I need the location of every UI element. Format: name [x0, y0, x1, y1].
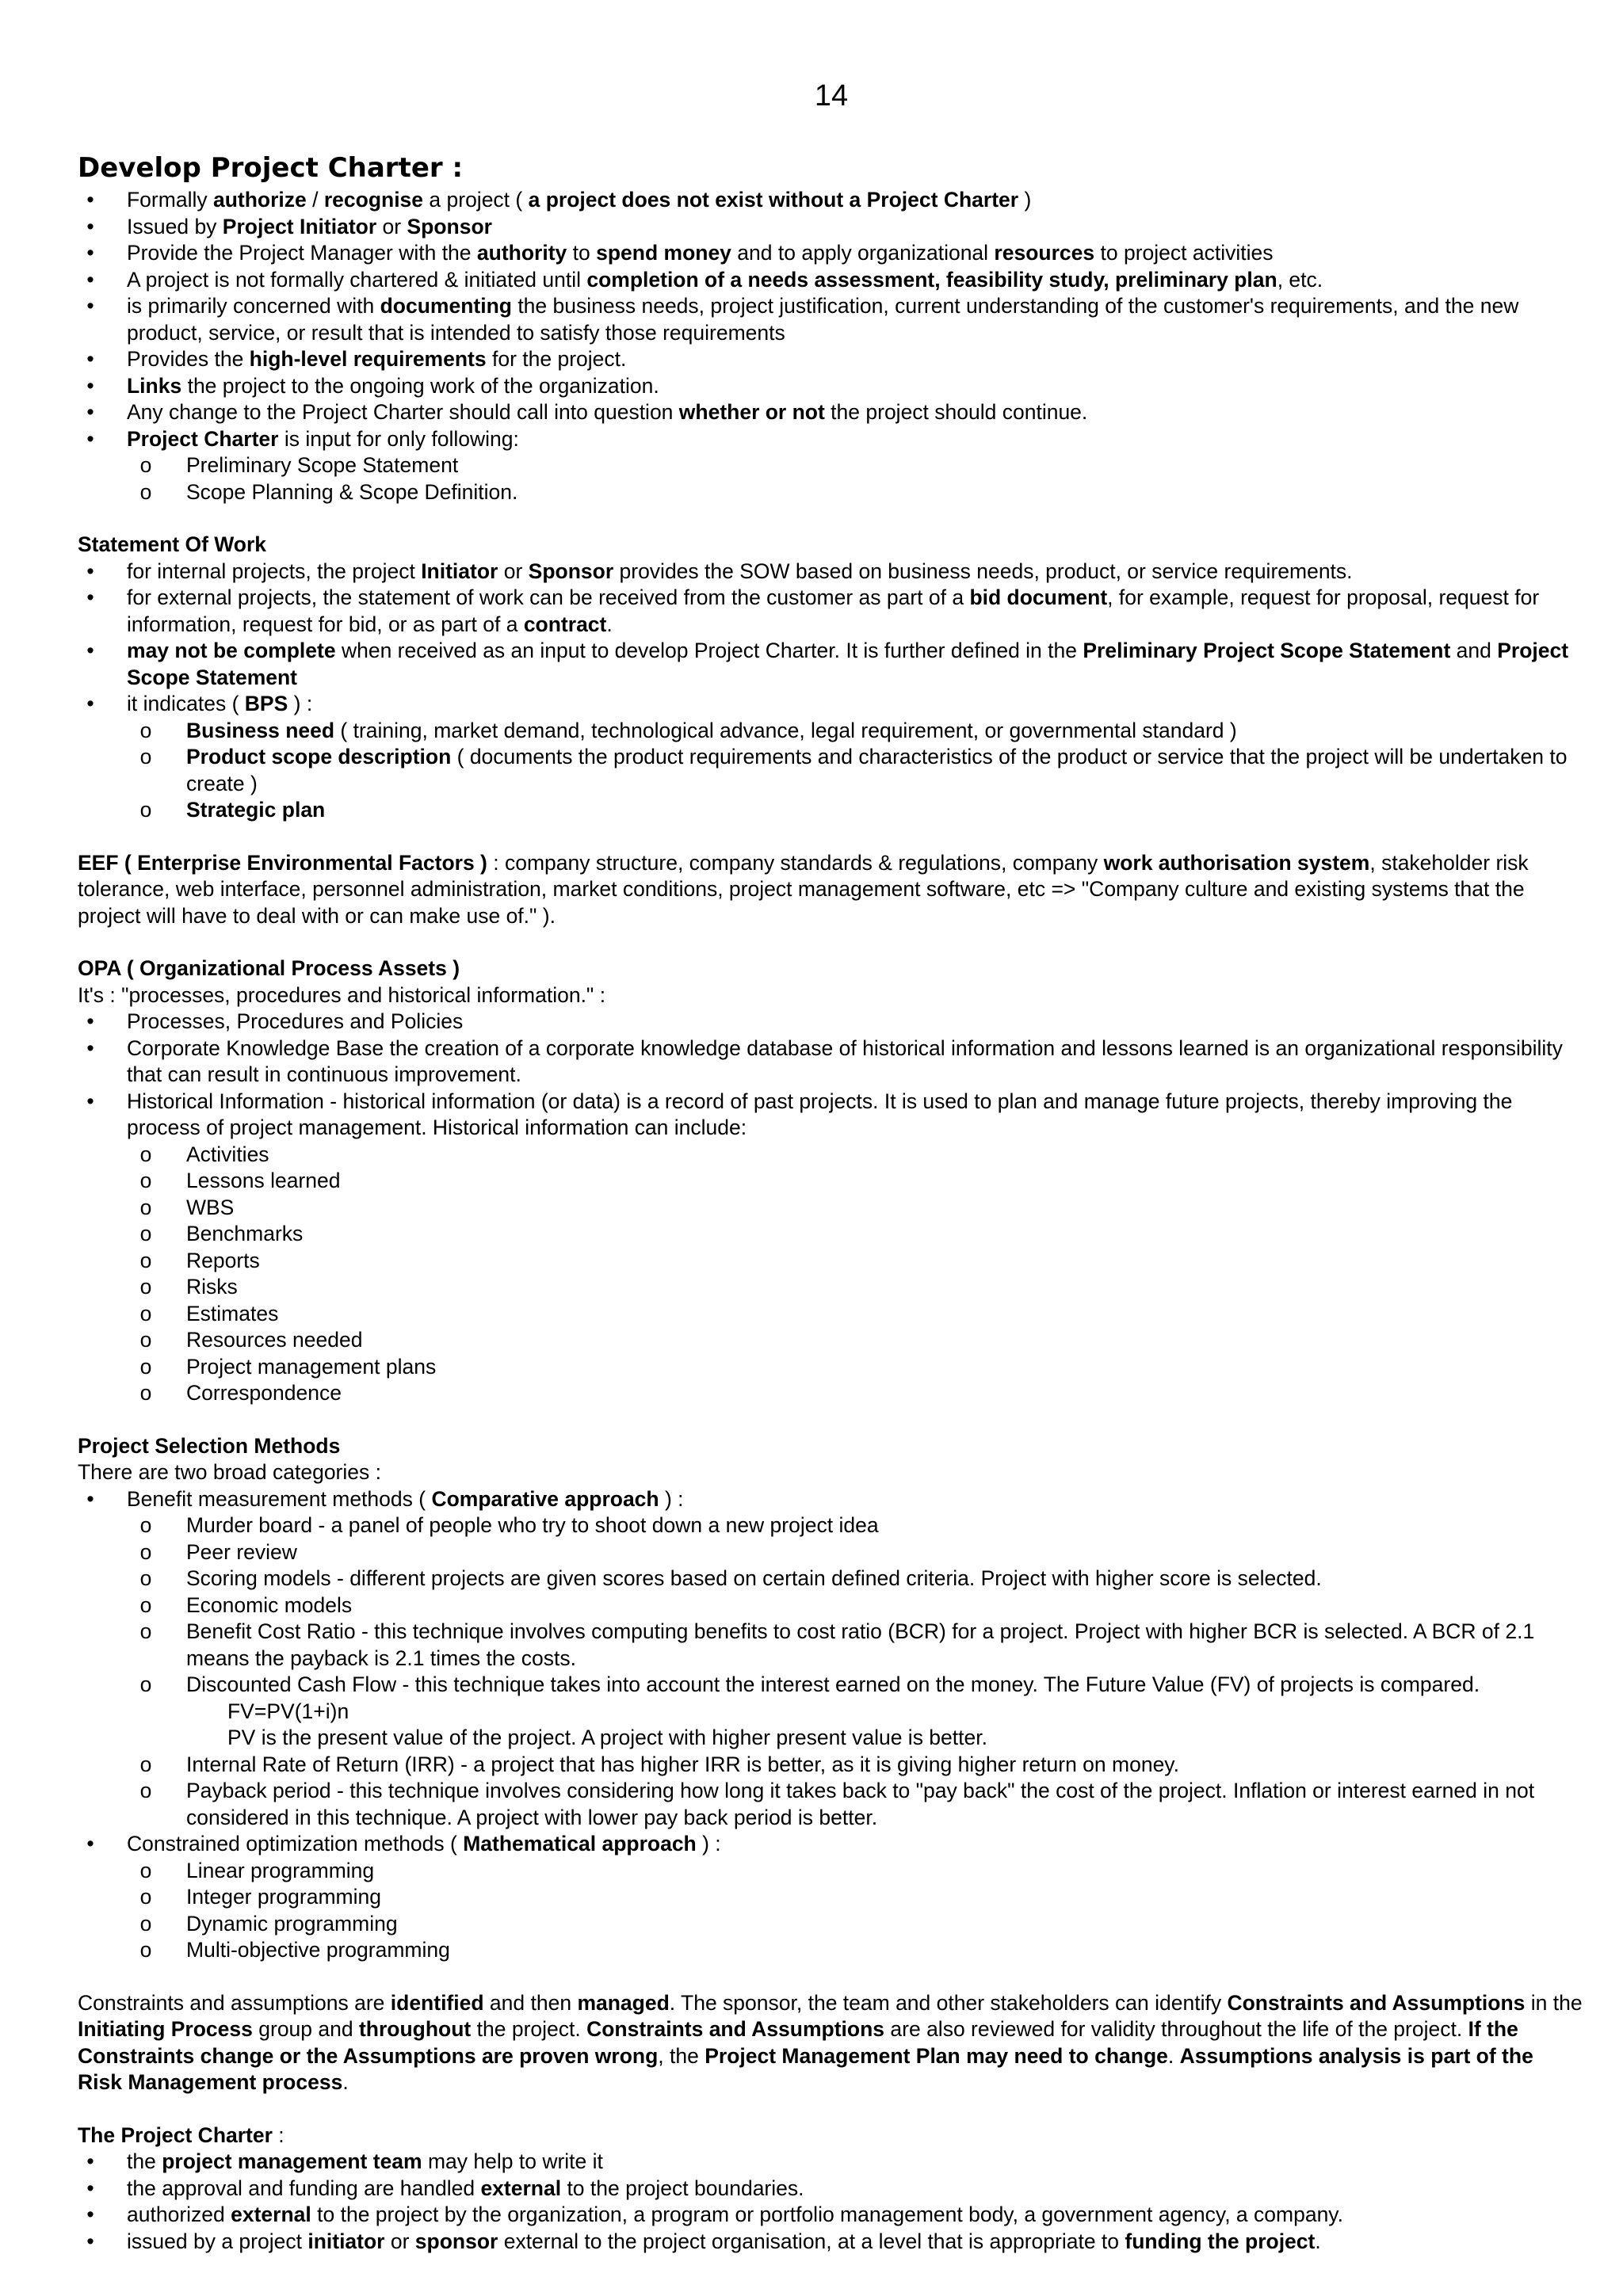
section-title-opa: OPA ( Organizational Process Assets ) [78, 956, 460, 980]
bullet-marker: • [86, 373, 94, 398]
sub-bullet-text: Payback period - this technique involves considering how long it takes back to "pay back" the cost of the project. Inflation or interest earned in not considered in this technique. A project with lower pay back period is better. [186, 1779, 1535, 1829]
charter-bullet [78, 346, 1583, 373]
bold-text-run: If the Constraints change or the Assumptions are proven wrong [78, 2017, 1518, 2068]
sub-bullet-text: Scoring models - different projects are given scores based on certain defined criteria. Project with higher score is selected. [186, 1566, 1322, 1590]
text-run: Benefit measurement methods ( [127, 1486, 432, 1511]
bullet-marker: • [86, 1832, 94, 1855]
bullet-marker: • [86, 214, 94, 238]
bold-text-run: Business need [186, 718, 335, 742]
bold-text-run: sponsor [414, 2229, 498, 2253]
text-run: Provide the Project Manager with the [127, 241, 477, 265]
bold-text-run: Links [127, 373, 182, 398]
sub-bullet [78, 1858, 1583, 1885]
text-run: group and [252, 2017, 359, 2041]
bold-text-run: authorize [212, 188, 307, 212]
charter-bullet [78, 373, 1583, 400]
sub-bullet [78, 1142, 1583, 1169]
page-number: 14 [814, 79, 849, 113]
bullet-marker: • [86, 294, 94, 318]
the-charter-title: The Project Charter [78, 2122, 273, 2147]
sub-bullet-text: WBS [186, 1195, 235, 1219]
charter-bullet [78, 240, 1583, 267]
bold-text-run: initiator [307, 2229, 385, 2253]
bold-text-run: Project Scope Statement [127, 639, 1569, 689]
sub-bullet-text: Reports [186, 1248, 260, 1272]
sub-bullet-text: Discounted Cash Flow - this technique takes into account the interest earned on the money. The Future Value (FV) of projects is compared. [186, 1672, 1480, 1696]
sub-bullet-text: Risks [186, 1275, 238, 1299]
sub-bullet-marker: o [139, 1938, 152, 1962]
section-selection-methods [78, 1433, 1583, 1964]
bullet-text [127, 374, 659, 398]
bullet-text [127, 294, 1518, 345]
sub-bullet-marker: o [139, 1619, 152, 1643]
bold-text-run: completion of a needs assessment, feasibility study, preliminary plan [586, 267, 1277, 292]
text-run: are also reviewed for validity throughout the life of the project. [884, 2017, 1468, 2041]
historical-info-list [127, 1142, 1583, 1407]
bold-text-run: identified [390, 1990, 484, 2015]
sub-bullet [78, 1195, 1583, 1222]
opa-bullet [78, 1035, 1583, 1089]
bullet-text [127, 1487, 684, 1511]
sub-bullet-text: Activities [186, 1142, 269, 1166]
the-charter-bullet [78, 2229, 1583, 2256]
sub-bullet [78, 1168, 1583, 1195]
bullet-text [127, 1832, 721, 1855]
sub-bullet-marker: o [139, 1752, 152, 1776]
sow-bullet [78, 638, 1583, 691]
sub-bullet-text: Linear programming [186, 1858, 375, 1882]
constraints-paragraph [78, 1990, 1583, 2096]
sub-bullet-marker: o [139, 1301, 152, 1325]
text-run: it indicates ( [127, 692, 245, 715]
text-run: , etc. [1277, 267, 1323, 292]
sub-bullet-marker: o [139, 1513, 152, 1537]
text-run: ) : [659, 1486, 684, 1511]
bullet-marker: • [86, 2176, 94, 2200]
text-run: . [1315, 2229, 1321, 2253]
bullet-text [127, 268, 1323, 292]
sub-bullet-marker: o [139, 1248, 152, 1272]
sub-bullet-marker: o [139, 745, 152, 769]
bullet-text [127, 215, 492, 238]
bold-text-run: work authorisation system [1103, 850, 1370, 875]
sub-bullet [78, 1752, 1583, 1779]
sub-bullet [78, 1566, 1583, 1592]
bullet-text: Corporate Knowledge Base the creation of a corporate knowledge database of historical information and lessons learned is an organizational responsibility that can result in continuous improvement. [127, 1035, 1563, 1086]
selection-bullet [78, 1486, 1583, 1832]
bold-text-run: Constraints and Assumptions [586, 2017, 885, 2041]
selection-bullet-list [78, 1486, 1583, 1964]
bullet-marker: • [86, 692, 94, 715]
sub-bullet [78, 744, 1583, 797]
text-run: ) : [696, 1832, 721, 1855]
text-run: for external projects, the statement of work can be received from the customer as part of a [127, 585, 970, 609]
charter-input-list [127, 452, 1583, 505]
bold-text-run: Constraints and Assumptions [1227, 1990, 1526, 2015]
bold-text-run: project management team [162, 2149, 422, 2173]
bullet-marker: • [86, 2149, 94, 2173]
text-run: authorized [127, 2203, 231, 2226]
bullet-text [127, 188, 1031, 212]
bps-list [127, 718, 1583, 824]
bold-text-run: Product scope description [186, 745, 452, 769]
text-run: or [498, 559, 529, 583]
charter-bullet [78, 293, 1583, 346]
sub-bullet [78, 718, 1583, 745]
text-run: to the project by the organization, a program or portfolio management body, a government agency, a company. [311, 2203, 1343, 2226]
charter-bullet [78, 214, 1583, 241]
bullet-text [127, 2229, 1321, 2253]
sub-bullet-marker: o [139, 1539, 152, 1564]
bullet-text [127, 639, 1568, 689]
sub-bullet-marker: o [139, 1911, 152, 1936]
sub-bullet-marker: o [139, 1381, 152, 1405]
text-run: . The sponsor, the team and other stakeholders can identify [669, 1990, 1228, 2015]
bold-text-run: external [480, 2176, 562, 2200]
sub-bullet [78, 1512, 1583, 1539]
section-title-sow: Statement Of Work [78, 532, 267, 556]
the-charter-bullet [78, 2176, 1583, 2203]
sub-bullet-marker: o [139, 1592, 152, 1617]
bullet-marker: • [86, 267, 94, 292]
sow-bullet [78, 691, 1583, 824]
sub-bullet [78, 1248, 1583, 1275]
sub-bullet [78, 1380, 1583, 1407]
bold-text-run: bid document [969, 585, 1108, 609]
text-run: , for example, request for proposal, request for information, request for bid, or as part of a [127, 585, 1540, 636]
sub-bullet [78, 1937, 1583, 1964]
text-run: to project activities [1094, 241, 1274, 265]
bold-text-run: Project Management Plan may need to change [705, 2043, 1168, 2068]
bullet-marker: • [86, 1089, 94, 1113]
text-run: Formally [127, 188, 213, 212]
bold-text-run: may not be complete [127, 639, 336, 662]
bullet-text [127, 2203, 1343, 2226]
section-sow [78, 532, 1583, 824]
bullet-marker: • [86, 400, 94, 424]
bullet-marker: • [86, 585, 94, 609]
text-run: and to apply organizational [731, 241, 995, 265]
text-run: . [342, 2070, 349, 2094]
text-run: the project. [471, 2017, 587, 2041]
charter-bullet [78, 267, 1583, 294]
bullet-text [127, 427, 519, 451]
bullet-marker: • [86, 241, 94, 265]
text-run: when received as an input to develop Project Charter. It is further defined in the [335, 639, 1083, 662]
bold-text-run: Initiating Process [78, 2017, 253, 2041]
selection-intro: There are two broad categories : [78, 1460, 381, 1484]
text-run: provides the SOW based on business needs, product, or service requirements. [613, 559, 1353, 583]
sub-bullet-marker: o [139, 1858, 152, 1882]
sow-bullet [78, 585, 1583, 638]
sub-bullet [78, 1884, 1583, 1911]
section-constraints [78, 1990, 1583, 2096]
text-run: / [306, 188, 324, 212]
sub-bullet [78, 797, 1583, 824]
text-run: in the [1525, 1990, 1583, 2015]
bold-text-run: documenting [380, 294, 512, 318]
sub-bullet-text: Correspondence [186, 1381, 342, 1405]
text-run: Constrained optimization methods ( [127, 1832, 464, 1855]
sub-bullet [78, 1274, 1583, 1301]
bullet-marker: • [86, 1035, 94, 1060]
text-run: Issued by [127, 214, 223, 238]
opa-bullet [78, 1009, 1583, 1035]
opa-intro: It's : "processes, procedures and historical information." : [78, 982, 606, 1007]
sub-bullet-text: Dynamic programming [186, 1911, 398, 1936]
bold-text-run: Project Charter [127, 426, 279, 451]
bold-text-run: Preliminary Project Scope Statement [1083, 639, 1451, 662]
text-run: ) [1018, 188, 1032, 212]
bullet-marker: • [86, 1486, 94, 1511]
text-run: , stakeholder risk tolerance, web interface, personnel administration, market conditions, project management software, etc => "Company culture and existing systems that the project will have to deal with or can make use of." ). [78, 850, 1529, 928]
bullet-text: Processes, Procedures and Policies [127, 1009, 464, 1033]
sow-bullet-list [78, 559, 1583, 824]
bold-text-run: managed [577, 1990, 670, 2015]
text-run: and then [483, 1990, 578, 2015]
sub-bullet [78, 452, 1583, 479]
sub-bullet-marker: o [139, 1195, 152, 1219]
bold-text-run: funding the project [1125, 2229, 1316, 2253]
section-eef [78, 850, 1583, 930]
text-run: to [567, 241, 597, 265]
bullet-marker: • [86, 639, 94, 662]
charter-bullet [78, 187, 1583, 214]
sub-bullet-marker: o [139, 453, 152, 477]
sub-bullet-text: Scope Planning & Scope Definition. [186, 479, 518, 504]
sub-bullet-text: Preliminary Scope Statement [186, 453, 459, 477]
opa-bullet [78, 1089, 1583, 1407]
bold-text-run: contract [523, 612, 607, 636]
sub-bullet-text: Multi-objective programming [186, 1938, 450, 1962]
section-title-develop-charter: Develop Project Charter : [78, 152, 464, 184]
sub-bullet-text: Integer programming [186, 1885, 381, 1909]
sub-bullet-text: Economic models [186, 1592, 353, 1617]
bullet-text [127, 559, 1353, 583]
sub-bullet [78, 1327, 1583, 1354]
sub-bullet [78, 1354, 1583, 1381]
sub-bullet-text: Peer review [186, 1539, 297, 1564]
text-run: the approval and funding are handled [127, 2176, 481, 2200]
charter-bullet [78, 426, 1583, 506]
section-title-the-charter [78, 2122, 1583, 2149]
bold-text-run: a project does not exist without a Project Charter [528, 188, 1019, 212]
bullet-marker: • [86, 2203, 94, 2226]
sub-bullet-text: Estimates [186, 1301, 279, 1325]
bold-text-run: Initiator [421, 559, 498, 583]
bullet-marker: • [86, 188, 94, 212]
text-run: may help to write it [422, 2149, 603, 2173]
bullet-marker: • [86, 1009, 94, 1033]
text-run: a project ( [423, 188, 529, 212]
charter-bullet [78, 399, 1583, 426]
sub-bullet-text: Internal Rate of Return (IRR) - a project that has higher IRR is better, as it is giving higher return on money. [186, 1752, 1179, 1776]
sub-bullet [78, 1672, 1583, 1752]
bold-text-run: EEF ( Enterprise Environmental Factors ) [78, 850, 487, 875]
dcf-formula: FV=PV(1+i)n [227, 1699, 349, 1723]
bullet-text [127, 347, 626, 371]
text-run: or [384, 2229, 415, 2253]
bold-text-run: Assumptions analysis is part of the Risk Management process [78, 2043, 1533, 2094]
bold-text-run: Mathematical approach [463, 1832, 697, 1855]
section-title-selection: Project Selection Methods [78, 1433, 341, 1458]
section-develop-charter [78, 152, 1583, 505]
eef-paragraph [78, 850, 1583, 930]
sub-bullet-marker: o [139, 718, 152, 742]
bold-text-run: throughout [358, 2017, 472, 2041]
bold-text-run: Project Initiator [222, 214, 377, 238]
bold-text-run: Strategic plan [186, 798, 326, 822]
text-run: : company structure, company standards & regulations, company [487, 850, 1104, 875]
sub-bullet-marker: o [139, 1566, 152, 1590]
text-run: to the project boundaries. [561, 2176, 804, 2200]
text-run: . [606, 612, 613, 636]
sub-bullet [78, 479, 1583, 506]
the-charter-bullet [78, 2149, 1583, 2176]
bullet-text [127, 400, 1087, 424]
text-run: for the project. [486, 347, 627, 371]
text-run: or [376, 214, 407, 238]
sow-bullet [78, 559, 1583, 585]
bullet-text [127, 585, 1539, 636]
text-run: A project is not formally chartered & initiated until [127, 267, 587, 292]
text-run: and [1450, 639, 1498, 662]
sub-bullet-marker: o [139, 1779, 152, 1802]
sub-bullet [78, 1619, 1583, 1672]
sub-bullet-marker: o [139, 1275, 152, 1299]
sub-bullet [78, 1221, 1583, 1248]
the-charter-bullet-list [78, 2149, 1583, 2255]
sub-bullet-marker: o [139, 1885, 152, 1909]
sub-bullet-marker: o [139, 1354, 152, 1379]
sub-bullet-text: Benchmarks [186, 1222, 304, 1245]
bullet-text [127, 692, 312, 715]
sub-bullet-marker: o [139, 1142, 152, 1166]
text-run: for internal projects, the project [127, 559, 422, 583]
bold-text-run: resources [994, 241, 1095, 265]
text-run: ( documents the product requirements and characteristics of the product or service that the project will be undertaken to create ) [186, 745, 1568, 795]
sub-bullet-marker: o [139, 798, 152, 822]
text-run: is primarily concerned with [127, 294, 380, 318]
charter-bullet-list [78, 187, 1583, 505]
sub-bullet-marker: o [139, 1328, 152, 1352]
sub-bullet-text [186, 719, 1237, 742]
text-run: , the [658, 2043, 705, 2068]
text-run: . [1167, 2043, 1180, 2068]
selection-bullet [78, 1831, 1583, 1964]
the-charter-bullet [78, 2202, 1583, 2229]
constrained-methods-list [127, 1858, 1583, 1964]
bullet-marker: • [86, 2229, 94, 2253]
bold-text-run: external [231, 2203, 311, 2226]
sub-bullet [78, 1778, 1583, 1831]
bullet-text [127, 2149, 603, 2173]
text-run: the business needs, project justification, current understanding of the customer's requirements, and the new product, service, or result that is intended to satisfy those requirements [127, 294, 1519, 345]
bold-text-run: high-level requirements [249, 347, 487, 371]
text-run: Any change to the Project Charter should call into question [127, 400, 679, 424]
bullet-text [127, 2176, 804, 2200]
sub-bullet [78, 1592, 1583, 1619]
sub-bullet-text: Project management plans [186, 1354, 437, 1379]
benefit-methods-list [127, 1512, 1583, 1831]
text-run: ( training, market demand, technological advance, legal requirement, or governmental standard ) [334, 718, 1237, 742]
section-the-charter [78, 2122, 1583, 2256]
sub-bullet-marker: o [139, 1169, 152, 1192]
text-run: ) : [288, 692, 313, 715]
bold-text-run: Sponsor [407, 214, 492, 238]
text-run: external to the project organisation, at a level that is appropriate to [498, 2229, 1125, 2253]
sub-bullet [78, 1301, 1583, 1328]
text-run: is input for only following: [278, 426, 519, 451]
text-run: the project should continue. [824, 400, 1088, 424]
sub-bullet-text: Resources needed [186, 1328, 363, 1352]
sub-bullet-marker: o [139, 1672, 152, 1696]
text-run: the [127, 2149, 162, 2173]
dcf-note: PV is the present value of the project. A project with higher present value is better. [227, 1726, 987, 1749]
sub-bullet-text: Murder board - a panel of people who try to shoot down a new project idea [186, 1513, 879, 1537]
bold-text-run: recognise [323, 188, 424, 212]
bullet-marker: • [86, 426, 94, 451]
bold-text-run: authority [476, 241, 567, 265]
bold-text-run: BPS [244, 692, 288, 715]
the-charter-title-suffix: : [272, 2122, 285, 2147]
bold-text-run: Sponsor [528, 559, 614, 583]
opa-bullet-list [78, 1009, 1583, 1407]
bold-text-run: Comparative approach [431, 1486, 659, 1511]
text-run: Constraints and assumptions are [78, 1990, 391, 2015]
bullet-text [127, 241, 1273, 265]
text-run: Provides the [127, 347, 250, 371]
bullet-text: Historical Information - historical information (or data) is a record of past projects. It is used to plan and manage future projects, thereby improving the process of project management. Historical information can include: [127, 1089, 1513, 1139]
sub-bullet-text [186, 745, 1567, 795]
text-run: issued by a project [127, 2229, 308, 2253]
text-run: the project to the ongoing work of the organization. [181, 373, 659, 398]
section-opa [78, 955, 1583, 1407]
bullet-marker: • [86, 347, 94, 371]
bullet-marker: • [86, 559, 94, 583]
document-body [78, 152, 1583, 2255]
bold-text-run: spend money [596, 241, 731, 265]
sub-bullet [78, 1539, 1583, 1566]
bold-text-run: whether or not [678, 400, 825, 424]
sub-bullet-marker: o [139, 1222, 152, 1245]
sub-bullet-text: Benefit Cost Ratio - this technique involves computing benefits to cost ratio (BCR) for a project. Project with higher BCR is selected. A BCR of 2.1 means the payback is 2.1 times the costs. [186, 1619, 1535, 1670]
sub-bullet-marker: o [139, 479, 152, 504]
sub-bullet-text: Lessons learned [186, 1169, 341, 1192]
sub-bullet-text [186, 798, 325, 822]
sub-bullet [78, 1911, 1583, 1938]
